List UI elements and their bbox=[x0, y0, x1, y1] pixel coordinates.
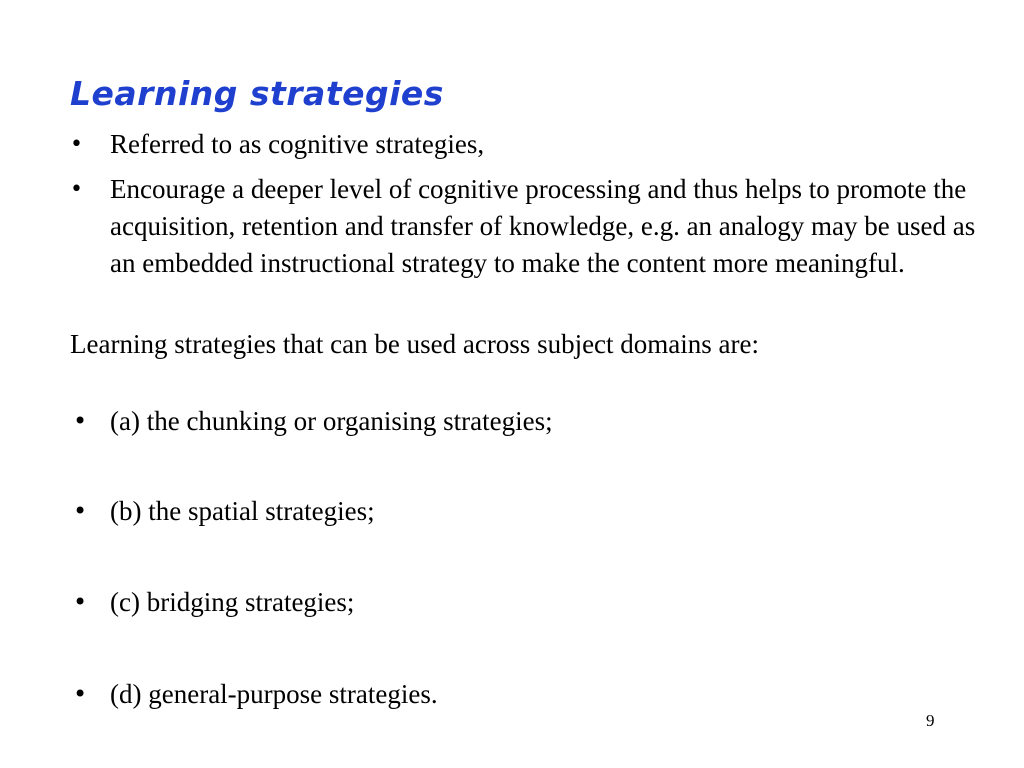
intro-paragraph: Learning strategies that can be used across subject domains are: bbox=[70, 329, 760, 359]
bullet-icon: • bbox=[70, 132, 83, 157]
bullet-icon: • bbox=[73, 407, 88, 435]
list-item-text: (c) bridging strategies; bbox=[110, 587, 355, 617]
bullet-text: Encourage a deeper level of cognitive processing and thus helps to promote the acquisition, retention and transfer of knowledge, e.g. an analogy may be used as an embedded instructional strategy to make the content more meaningful. bbox=[110, 174, 976, 278]
bullet-icon: • bbox=[70, 177, 83, 202]
list-item bbox=[70, 676, 438, 713]
list-item bbox=[70, 493, 375, 530]
list-item-text: (b) the spatial strategies; bbox=[110, 496, 375, 526]
list-item-text: (a) the chunking or organising strategies; bbox=[110, 406, 553, 436]
bullet-item bbox=[70, 126, 990, 163]
list-item bbox=[70, 403, 553, 440]
list-item-text: (d) general-purpose strategies. bbox=[110, 679, 438, 709]
bullet-icon: • bbox=[73, 497, 88, 525]
bullet-icon: • bbox=[73, 588, 88, 616]
slide-title: Learning strategies bbox=[70, 74, 444, 113]
bullet-icon: • bbox=[73, 680, 88, 708]
page-number: 9 bbox=[926, 711, 935, 730]
bullet-item bbox=[70, 171, 990, 282]
list-item bbox=[70, 584, 354, 621]
bullet-text: Referred to as cognitive strategies, bbox=[110, 129, 485, 159]
